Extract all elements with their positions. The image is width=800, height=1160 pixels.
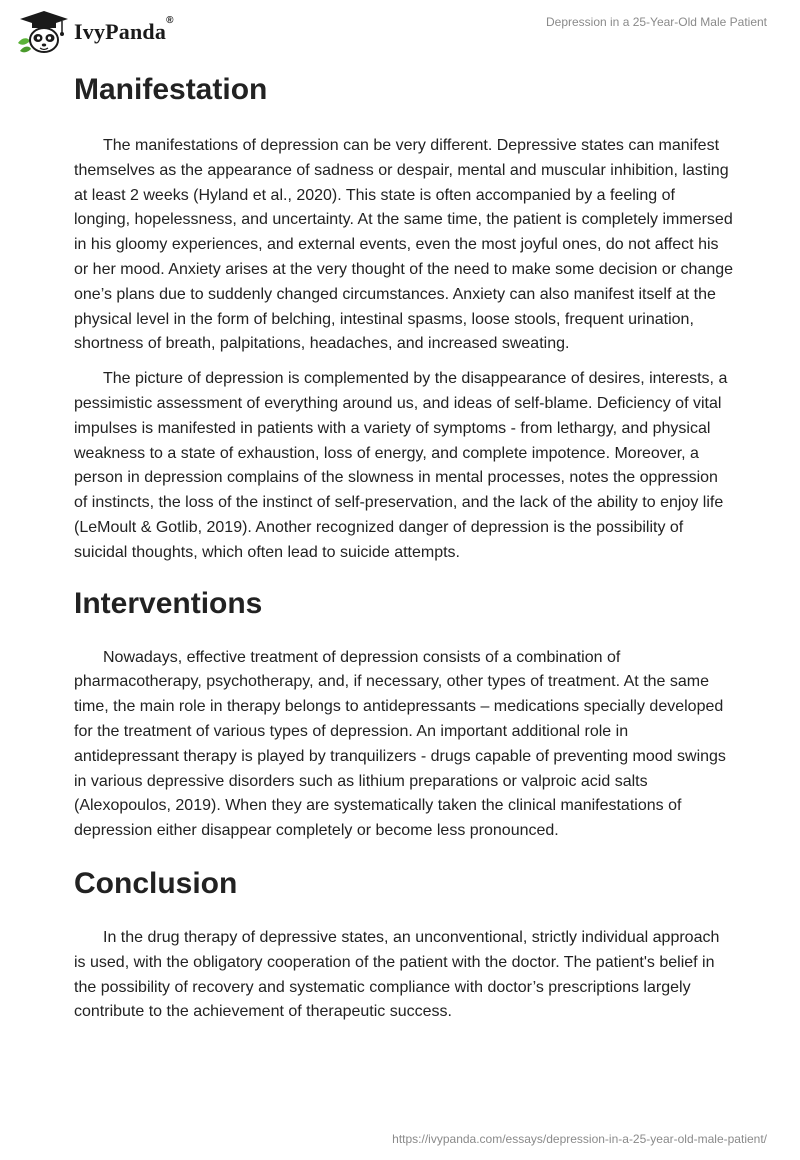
registered-mark: ® — [166, 15, 174, 26]
heading-manifestation: Manifestation — [74, 73, 268, 106]
heading-interventions: Interventions — [74, 586, 263, 620]
paragraph: The picture of depression is complemented by the disappearance of desires, interests, a pessimistic assessment of everything around us, and ideas of self-blame. Deficiency of vital impulses is manifested in patients with a variety of symptoms - from lethargy, and physical weakness to a state of exhaustion, loss of energy, and complete impotence. Moreover, a person in depression complains of the slowness in mental processes, notes the oppression of instincts, the loss of the instinct of self-preservation, and the lack of the ability to enjoy life (LeMoult & Gotlib, 2019). Another recognized danger of depression is the possibility of suicidal thoughts, which often lead to suicide attempts. — [74, 370, 728, 561]
document-title: Depression in a 25-Year-Old Male Patient — [545, 15, 767, 29]
ivypanda-logo[interactable] — [16, 9, 174, 55]
source-url[interactable]: https://ivypanda.com/essays/depression-in-a-25-year-old-male-patient/ — [392, 1132, 767, 1146]
panda-graduate-icon — [16, 9, 72, 55]
brand-name: IvyPanda® — [74, 15, 174, 44]
heading-conclusion: Conclusion — [74, 866, 238, 900]
essay-content — [74, 70, 734, 1035]
paragraph: Nowadays, effective treatment of depression consists of a combination of pharmacotherapy, psychotherapy, and, if necessary, other types of treatment. At the same time, the main role in therapy belongs to antidepressants – medications specially developed for the treatment of various types of depression. An important additional role in antidepressant therapy is played by tranquilizers - drugs capable of preventing mood swings in various depressive disorders such as lithium preparations or valproic acid salts (Alexopoulos, 2019). When they are systematically taken the clinical manifestations of depression either disappear completely or become less pronounced. — [74, 648, 726, 840]
paragraph: In the drug therapy of depressive states, an unconventional, strictly individual approach is used, with the obligatory cooperation of the patient with the doctor. The patient's belief in the possibility of recovery and systematic compliance with doctor’s prescriptions largely contribute to the achievement of therapeutic success. — [74, 928, 720, 1021]
paragraph: The manifestations of depression can be very different. Depressive states can manifest themselves as the appearance of sadness or despair, mental and muscular inhibition, lasting at least 2 weeks (Hyland et al., 2020). This state is often accompanied by a feeling of longing, hopelessness, and uncertainty. At the same time, the patient is completely immersed in his gloomy experiences, and external events, even the most joyful ones, do not affect his or her mood. Anxiety arises at the very thought of the need to make some decision or change one’s plans due to suddenly changed circumstances. Anxiety can also manifest itself at the physical level in the form of belching, intestinal spasms, loose stools, frequent urination, shortness of breath, palpitations, headaches, and increased sweating. — [74, 137, 734, 353]
page-header — [0, 0, 800, 60]
